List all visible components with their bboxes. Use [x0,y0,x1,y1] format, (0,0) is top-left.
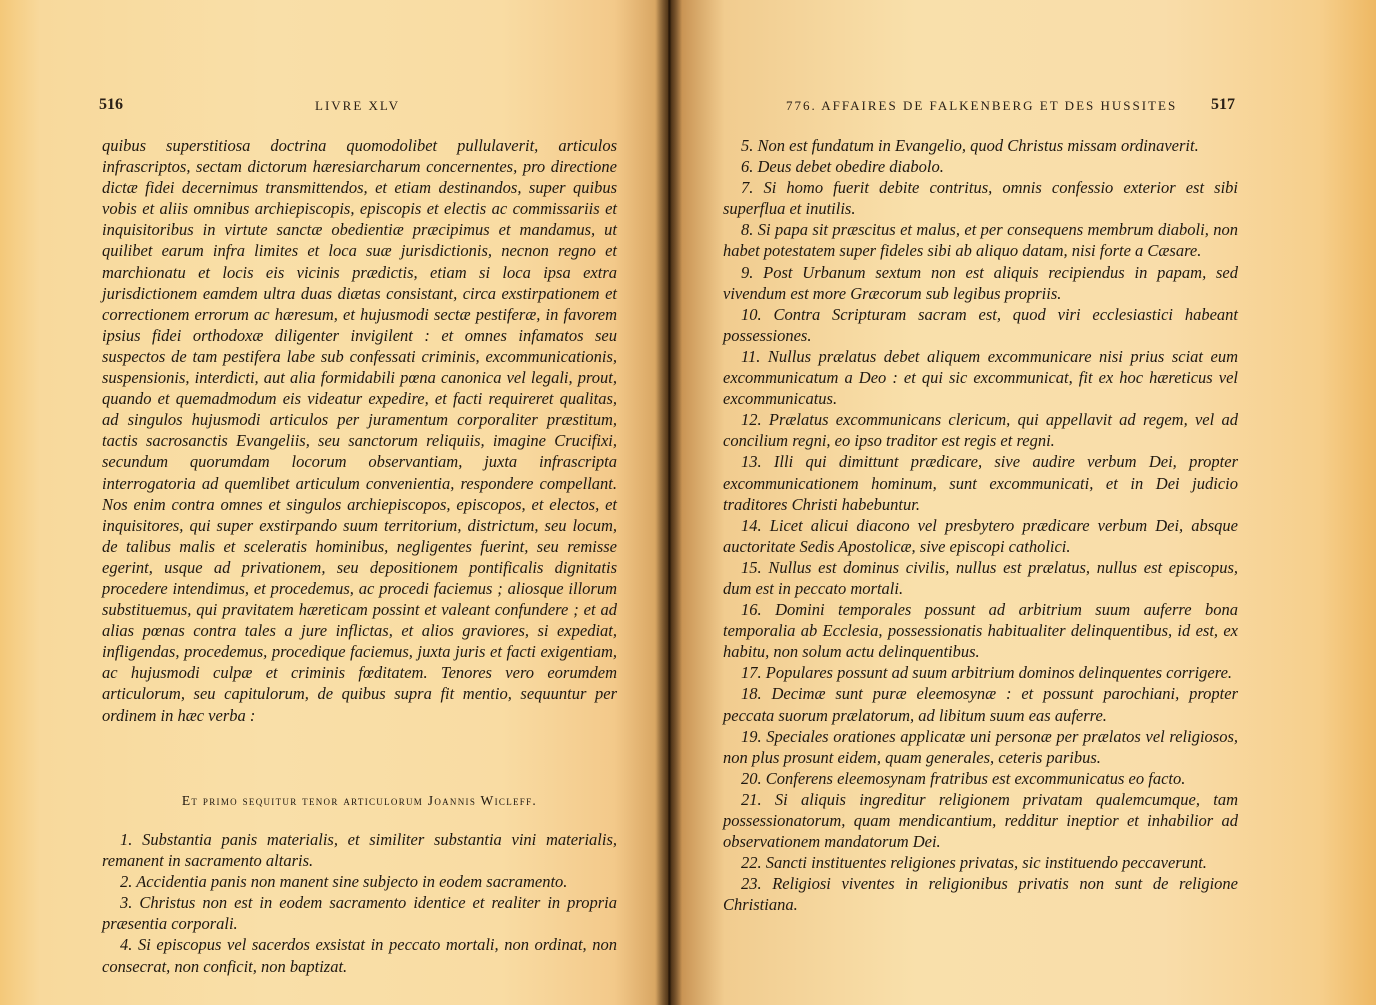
running-head-right: 776. AFFAIRES DE FALKENBERG ET DES HUSSITES [786,98,1178,113]
article-item: 12. Prælatus excommunicans clericum, qui appellavit ad regem, vel ad concilium regni, eo ipso traditor est regis et regni. [723,410,1238,451]
article-item: 4. Si episcopus vel sacerdos exsistat in peccato mortali, non ordinat, non consecrat, non conficit, non baptizat. [102,935,617,976]
article-item: 1. Substantia panis materialis, et similiter substantia vini materialis, remanent in sacramento altaris. [102,830,617,871]
article-list-right [723,135,1238,915]
article-item: 21. Si aliquis ingreditur religionem privatam qualemcumque, tam possessionatorum, quam mendicantium, redditur ineptior et inhabilior ad observationem mandatorum Dei. [723,789,1238,852]
article-item: 16. Domini temporales possunt ad arbitrium suum auferre bona temporalia ab Ecclesia, possessionatis habitualiter delinquentibus, id est, ex habitu, non solum actu delinquentibus. [723,600,1238,662]
article-item: 13. Illi qui dimittunt prædicare, sive audire verbum Dei, propter excommunicationem hominum, sunt excommunicati, et in Dei judicio traditores Christi habebuntur. [723,452,1238,514]
article-item: 8. Si papa sit præscitus et malus, et per consequens membrum diaboli, non habet potestatem super fideles sibi ab aliquo datam, nisi forte a Cæsare. [723,220,1238,261]
article-item: 18. Decimæ sunt puræ eleemosynæ : et possunt parochiani, propter peccata suorum prælatorum, ad libitum suum eas auferre. [723,684,1238,725]
article-list-left [102,829,617,977]
article-item: 15. Nullus est dominus civilis, nullus est prælatus, nullus est episcopus, dum est in peccato mortali. [723,557,1238,598]
running-head-left: LIVRE XLV [315,98,401,113]
article-item: 19. Speciales orationes applicatæ uni personæ per prælatos vel religiosos, non plus prosunt eidem, quam generales, ceteris paribus. [723,726,1238,767]
article-item: 14. Licet alicui diacono vel presbytero prædicare verbum Dei, absque auctoritate Sedis Apostolicæ, sive episcopi catholici. [723,515,1238,556]
article-item: 3. Christus non est in eodem sacramento identice et realiter in propria præsentia corporali. [102,893,617,934]
section-heading: Et primo sequitur tenor articulorum Joannis Wicleff. [181,793,538,808]
article-item: 11. Nullus prælatus debet aliquem excommunicare nisi prius sciat eum excommunicatum a Deo : et qui sic excommunicat, fit ex hoc hæreticus vel excommunicatus. [723,346,1238,409]
article-item: 20. Conferens eleemosynam fratribus est excommunicatus eo facto. [741,768,1186,788]
article-item: 5. Non est fundatum in Evangelio, quod Christus missam ordinaverit. [741,136,1199,155]
article-item: 22. Sancti instituentes religiones privatas, sic instituendo peccaverunt. [741,853,1207,873]
left-page [0,0,668,1005]
right-page [668,0,1376,1005]
article-item: 2. Accidentia panis non manent sine subjecto in eodem sacramento. [120,872,568,892]
article-item: 17. Populares possunt ad suum arbitrium dominos delinquentes corrigere. [741,663,1233,683]
article-item: 9. Post Urbanum sextum non est aliquis recipiendus in papam, sed vivendum est more Græcorum sub legibus propriis. [723,262,1238,303]
page-number-left: 516 [99,96,123,113]
article-item: 10. Contra Scripturam sacram est, quod viri ecclesiastici habeant possessiones. [723,304,1238,345]
book-gutter [656,0,682,1005]
article-item: 6. Deus debet obedire diabolo. [741,157,944,177]
page-number-right: 517 [1211,96,1235,113]
article-item: 7. Si homo fuerit debite contritus, omnis confessio exterior est sibi superflua et inutilis. [723,178,1238,219]
article-item: 23. Religiosi viventes in religionibus privatis non sunt de religione Christiana. [723,874,1238,915]
body-paragraph: quibus superstitiosa doctrina quomodolibet pullulaverit, articulos infrascriptos, sectam dictorum hæresiarcharum concernentes, pro directione dictæ fidei decernimus transmittendos, et etiam destinandos, super quibus vobis et aliis omnibus archiepiscopis, episcopis et electis ac commissariis et inquisitoribus in virtute sanctæ obedientiæ præcipimus et mandamus, ut quilibet earum infra limites et loca suæ jurisdictionis, necnon regno et marchionatu et locis eis vicinis prædictis, etiam si loca ipsa extra jurisdictionem eamdem ultra duas diætas consistant, circa exstirpationem et correctionem errorum ac hæresum, et hujusmodi sectæ pestiferæ, in favorem ipsius fidei orthodoxæ diligenter invigilent : et omnes infamatos seu suspectos de tam pestifera labe sub confessati criminis, excommunicationis, suspensionis, interdicti, aut alia formidabili pœna canonica vel legali, prout, quando et quemadmodum eis videatur expedire, et facti requireret qualitas, ad singulos hujusmodi articulos per juramentum corporaliter præstitum, tactis sacrosanctis Evangeliis, seu sanctorum reliquiis, imagine Crucifixi, secundum quorumdam locorum observantiam, juxta infrascripta interrogatoria ad quemlibet articulum convenientia, respondere compellant. Nos enim contra omnes et singulos archiepiscopos, episcopos, et electos, et inquisitores, qui super exstirpando suum territorium, districtum, seu locum, de talibus malis et sceleratis hominibus, negligentes fuerint, seu remisse egerint, usque ad privationem, seu depositionem pontificalis dignitatis procedere intendimus, et procedemus, ac procedi faciemus ; aliosque illorum substituemus, qui pravitatem hæreticam possint et valeant confundere ; et ad alias pœnas contra tales a jure inflictas, et alios graviores, si expediat, infligendas, procedemus, procedique faciemus, juxta juris et facti exigentiam, ac hujusmodi culpæ et criminis fœditatem. Tenores vero eorumdem articulorum, seu capitulorum, de quibus supra fit mentio, sequuntur per ordinem in hæc verba : [102,136,617,725]
